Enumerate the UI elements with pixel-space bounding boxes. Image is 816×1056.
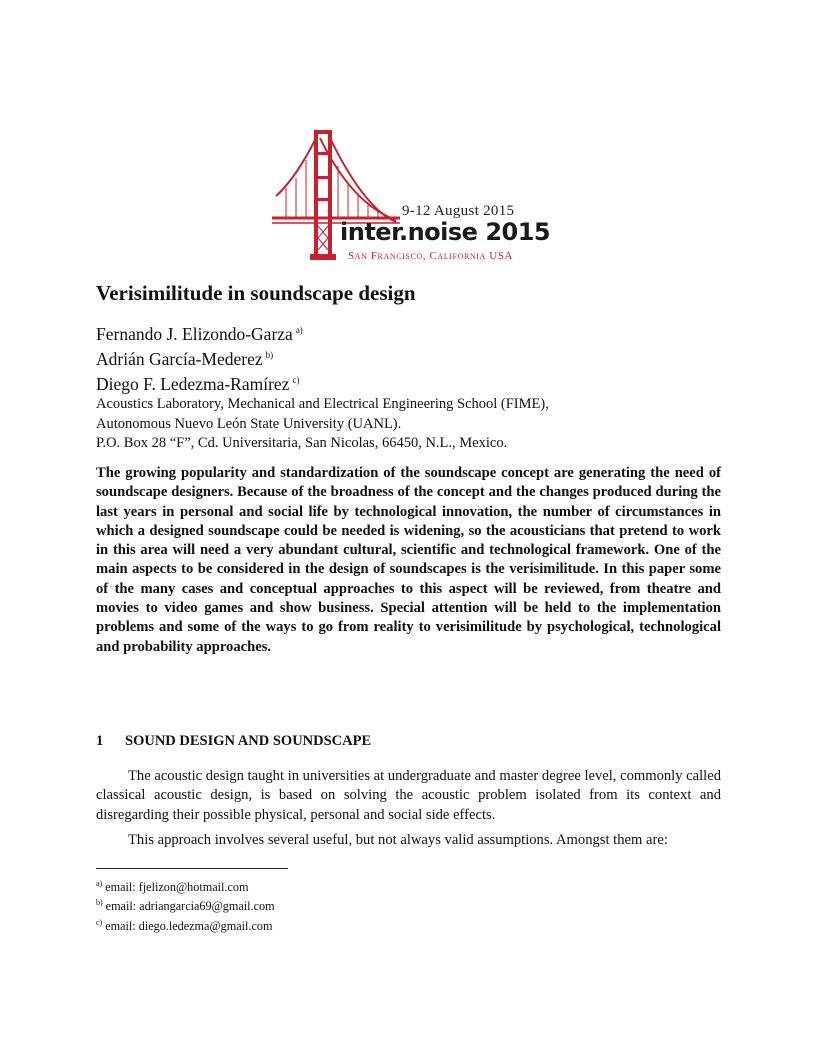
- author-2: [96, 345, 736, 370]
- footnote-mark: c): [96, 917, 103, 927]
- affiliation-line: Autonomous Nuevo León State University (UANL).: [96, 415, 402, 432]
- body-paragraph: The acoustic design taught in universities at undergraduate and master degree level, commonly called classical acoustic design, is based on solving the acoustic problem isolated from its context and disregarding their possible physical, personal and social side effects.: [96, 768, 722, 823]
- author-name: Fernando J. Elizondo-Garza: [96, 324, 293, 344]
- author-3: [96, 370, 736, 395]
- author-mark: b): [265, 350, 274, 360]
- author-name: Adrián García-Mederez: [96, 349, 263, 369]
- conference-logo: [272, 126, 552, 268]
- section-title: SOUND DESIGN AND SOUNDSCAPE: [125, 733, 372, 749]
- footnotes: [96, 876, 496, 934]
- footnote-email: email: adriangarcia69@gmail.com: [105, 899, 275, 914]
- affiliation-line: P.O. Box 28 “F”, Cd. Universitaria, San Nicolas, 66450, N.L., Mexico.: [96, 435, 508, 451]
- footnote: [96, 895, 496, 914]
- footnote-mark: b): [96, 898, 103, 908]
- author-mark: c): [292, 375, 300, 385]
- footnote: [96, 915, 496, 934]
- footnote-email: email: diego.ledezma@gmail.com: [105, 918, 273, 933]
- author-name: Diego F. Ledezma-Ramírez: [96, 374, 290, 394]
- affiliation-line: Acoustics Laboratory, Mechanical and Electrical Engineering School (FIME),: [96, 396, 549, 412]
- author-block: [96, 320, 736, 454]
- conference-location: San Francisco, California USA: [348, 250, 514, 262]
- footnote-divider: [96, 868, 288, 869]
- conference-dates: 9-12 August 2015: [402, 203, 515, 219]
- footnote: [96, 876, 496, 895]
- author-1: [96, 320, 736, 345]
- abstract: The growing popularity and standardization of the soundscape concept are generating the need of soundscape designers. Because of the broadness of the concept and the changes produced during the last years in personal and social life by technological innovation, the number of circumstances in which a designed soundscape could be needed is widening, so the acousticians that pretend to work in this area will need a very abundant cultural, scientific and technological framework. One of the main aspects to be considered in the design of soundscapes is the verisimilitude. In this paper some of the many cases and conceptual approaches to this aspect will be reviewed, from theatre and movies to video games and show business. Special attention will be held to the implementation problems and some of the ways to go from reality to verisimilitude by psychological, technological and probability approaches.: [96, 465, 721, 655]
- footnote-mark: a): [96, 879, 103, 888]
- golden-gate-bridge-icon: [272, 126, 472, 268]
- conference-name: inter.noise 2015: [340, 218, 551, 246]
- footnote-email: email: fjelizon@hotmail.com: [105, 880, 249, 894]
- section-number: 1: [96, 733, 104, 749]
- paper-title: Verisimilitude in soundscape design: [96, 281, 416, 305]
- section-heading: [96, 733, 371, 750]
- author-mark: a): [295, 325, 303, 335]
- body-paragraph: This approach involves several useful, but not always valid assumptions. Amongst them are:: [128, 832, 668, 848]
